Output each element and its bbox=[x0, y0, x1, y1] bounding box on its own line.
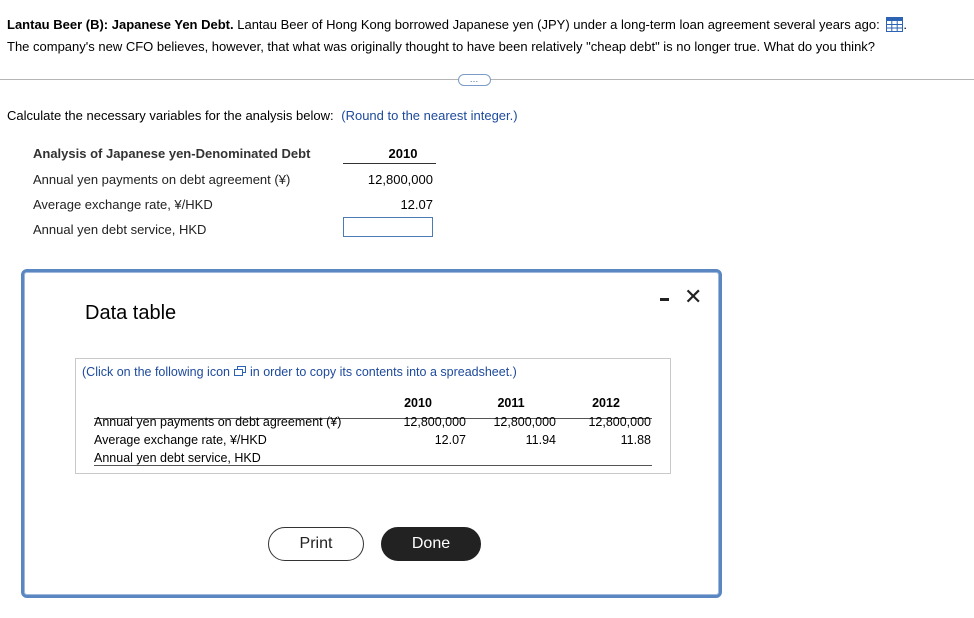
print-button[interactable]: Print bbox=[268, 527, 364, 561]
year-header-2011: 2011 bbox=[497, 396, 525, 410]
year-header-2010: 2010 bbox=[404, 396, 432, 410]
table-cell: 11.88 bbox=[620, 433, 651, 447]
question-title: Lantau Beer (B): Japanese Yen Debt. bbox=[7, 17, 234, 32]
table-row-label: Average exchange rate, ¥/HKD bbox=[94, 433, 267, 447]
year-header-2012: 2012 bbox=[592, 396, 620, 410]
analysis-header-line bbox=[343, 163, 436, 164]
minimize-icon[interactable] bbox=[658, 288, 672, 304]
table-cell: 12,800,000 bbox=[588, 415, 651, 429]
instruction bbox=[7, 108, 518, 123]
instruction-hint: (Round to the nearest integer.) bbox=[341, 108, 518, 123]
table-row-label: Annual yen debt service, HKD bbox=[94, 451, 261, 465]
debt-service-answer-input[interactable] bbox=[343, 217, 433, 237]
data-table-modal bbox=[21, 269, 722, 598]
analysis-row-label: Average exchange rate, ¥/HKD bbox=[33, 197, 213, 212]
analysis-row-label: Annual yen payments on debt agreement (¥) bbox=[33, 172, 291, 187]
question-end: . bbox=[903, 17, 907, 32]
table-cell: 11.94 bbox=[525, 433, 556, 447]
instruction-text: Calculate the necessary variables for the analysis below: bbox=[7, 108, 334, 123]
analysis-year-header: 2010 bbox=[388, 146, 418, 161]
modal-data-table bbox=[76, 359, 672, 475]
analysis-row-value: 12.07 bbox=[400, 197, 433, 212]
done-button[interactable]: Done bbox=[381, 527, 481, 561]
table-cell: 12,800,000 bbox=[493, 415, 556, 429]
table-cell: 12.07 bbox=[434, 433, 466, 447]
question-text bbox=[7, 14, 967, 58]
table-bottom-line bbox=[94, 465, 652, 466]
data-table-box bbox=[75, 358, 671, 474]
table-row-label: Annual yen payments on debt agreement (¥) bbox=[94, 415, 342, 429]
close-icon[interactable]: ✕ bbox=[684, 284, 703, 309]
table-cell: 12,800,000 bbox=[403, 415, 466, 429]
modal-title: Data table bbox=[85, 302, 177, 324]
expand-more-button[interactable]: … bbox=[458, 74, 491, 86]
question-line-2: The company's new CFO believes, however, that what was originally thought to have been relatively "cheap debt" is no longer true. What do you think? bbox=[7, 39, 876, 54]
analysis-row-label: Annual yen debt service, HKD bbox=[33, 222, 207, 237]
copy-note-before: (Click on the following icon bbox=[82, 365, 230, 379]
analysis-row-value: 12,800,000 bbox=[367, 172, 433, 187]
data-table-icon[interactable] bbox=[886, 17, 903, 32]
copy-note-after: in order to copy its contents into a spreadsheet.) bbox=[250, 365, 517, 379]
analysis-header: Analysis of Japanese yen-Denominated Debt bbox=[33, 146, 311, 161]
question-line-1 bbox=[7, 14, 967, 36]
question-body: Lantau Beer of Hong Kong borrowed Japanese yen (JPY) under a long-term loan agreement several years ago: bbox=[237, 17, 880, 32]
